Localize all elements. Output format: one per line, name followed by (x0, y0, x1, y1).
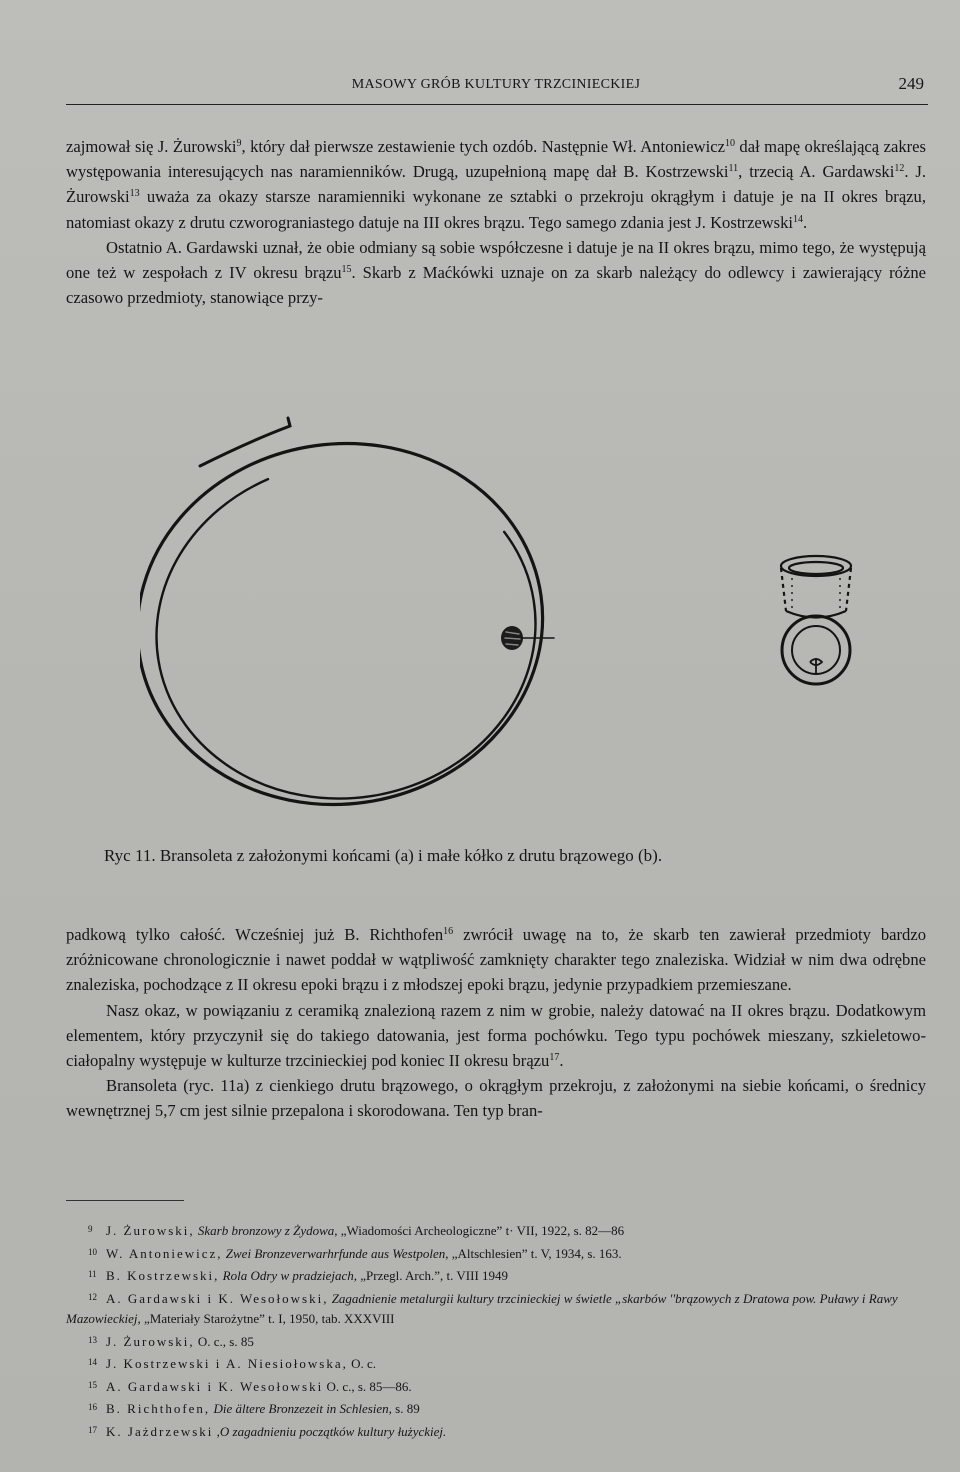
running-head-title: MASOWY GRÓB KULTURY TRZCINIECKIEJ (351, 77, 641, 92)
text-run: dał mapę określającą zakres występowania interesujących nas naramienników. Drugą, uzupełnioną mapę dał B. Kostrzewski (66, 137, 926, 182)
footnotes (66, 1219, 926, 1442)
footnote-number: 11 (88, 1269, 97, 1279)
footnote-number: 14 (88, 1357, 97, 1367)
paragraph (66, 998, 926, 1074)
paragraph (66, 922, 926, 998)
footnote-number: 17 (88, 1424, 97, 1435)
footnote-rule (66, 1200, 184, 1201)
footnote-title: Zwei Bronzeverwarhrfunde aus Westpolen, (225, 1245, 449, 1261)
footnote-title: Rola Odry w pradziejach, (222, 1268, 357, 1283)
bracelet-end (200, 418, 290, 466)
footnote-title: Zagadnienie metalurgii kultury trzcinieckiej w świetle „skarbów ''brązowych z Dratowa pow. Puławy i Rawy Mazowieckiej, (66, 1290, 898, 1326)
figure-caption: Ryc 11. Bransoleta z założonymi końcami (a) i małe kółko z drutu brązowego (b). (104, 846, 663, 865)
footnote-author: B. Richthofen, (106, 1401, 211, 1416)
footnote-source: „Wiadomości Archeologiczne” t· VII, 1922, s. 82—86 (340, 1223, 625, 1238)
footnote-author: W. Antoniewicz, (106, 1245, 223, 1261)
small-ring-drawing (781, 556, 851, 684)
text-run: . Skarb z Maćkówki uznaje on za skarb należący do odlewcy i zawierający różne czasowo przedmioty, stanowiące przy- (66, 263, 927, 308)
text-run: Nasz okaz, w powiązaniu z ceramiką znalezioną razem z nim w grobie, należy datować na II okres brązu. Dodatkowym elementem, który przyczynił się do takiego datowania, jest forma pochówku. Tego typu pochówek mieszany, szkieletowo-ciałopalny występuje w kulturze trzcinieckiej pod koniec II okresu brązu (66, 1000, 926, 1071)
footnote-author: J. Żurowski, (106, 1333, 195, 1349)
footnote-source: O. c., s. 85 (197, 1333, 254, 1349)
footnote (66, 1264, 926, 1287)
footnote (66, 1287, 926, 1330)
footnote-title: Skarb bronzowy z Żydowa, (197, 1223, 338, 1238)
text-run: Ostatnio A. Gardawski uznał, że obie odmiany są sobie współczesne i datuje je na II okres brązu, mimo tego, że występują one też w zespołach z IV okresu brązu (66, 237, 926, 283)
footnote-number: 9 (88, 1224, 93, 1234)
text-run: uważa za okazy starsze naramienniki wykonane ze sztabki o przekroju okrągłym i datuje je na II okres brązu, natomiast okazy z drutu czworograniastego datuje na III okres brązu. Tego samego zdania jest J. Kostrzewski (66, 187, 926, 232)
footnote-number: 16 (88, 1402, 97, 1412)
figure-11 (140, 406, 870, 836)
footnote-source: „Altschlesien” t. V, 1934, s. 163. (451, 1245, 622, 1261)
paragraph (66, 134, 926, 235)
footnote-author: A. Gardawski i K. Wesołowski (106, 1378, 324, 1394)
text-run: zajmował się J. Żurowski (66, 137, 237, 156)
text-run: , trzecią A. Gardawski (738, 162, 895, 182)
page-number: 249 (898, 74, 924, 93)
body-text-top (66, 134, 926, 310)
text-run: , który dał pierwsze zestawienie tych ozdób. Następnie Wł. Antoniewicz (241, 137, 725, 156)
footnote-ref: 11 (728, 163, 739, 175)
text-run: padkową tylko całość. Wcześniej już B. Richthofen (66, 925, 444, 944)
footnote-author: B. Kostrzewski, (106, 1268, 220, 1283)
bracelet-inner-ring (140, 434, 560, 825)
text-run: zwrócił uwagę na to, że skarb ten zawierał przedmioty bardzo zróżnicowane chronologicznie i nawet poddał w wątpliwość zamknięty charakter tego znaleziska. Widział w nim dwa odrębne znaleziska, pochodzące z II okresu epoki brązu i z młodszej epoki brązu, jedynie przypadkiem przemieszane. (66, 925, 927, 995)
footnote-ref: 16 (443, 926, 454, 937)
text-run: Bransoleta (ryc. 11a) z cienkiego drutu brązowego, o okrągłym przekroju, z założonymi na siebie końcami, o średnicy wewnętrznej 5,7 cm jest silnie przepalona i skorodowana. Ten typ bran- (66, 1076, 926, 1121)
footnote-ref: 9 (236, 138, 242, 149)
footnote-source: „Przegl. Arch.”, t. VIII 1949 (360, 1268, 509, 1283)
paragraph (66, 1073, 926, 1123)
footnote (66, 1420, 926, 1443)
paragraph (66, 235, 926, 311)
footnote-number: 10 (88, 1246, 97, 1257)
footnote-source: O. c. (351, 1356, 377, 1371)
footnote (66, 1219, 926, 1242)
footnote-ref: 14 (793, 213, 804, 225)
header-rule (66, 104, 928, 105)
footnote-source: s. 89 (395, 1401, 420, 1416)
bracelet-outer-ring (140, 417, 566, 830)
text-run: . (559, 1051, 564, 1071)
bracelet-drawing (140, 417, 566, 830)
footnote-ref: 17 (549, 1052, 560, 1064)
footnote (66, 1397, 926, 1420)
footnote-number: 13 (88, 1334, 97, 1345)
footnote-number: 15 (88, 1379, 97, 1390)
footnote-ref: 13 (129, 188, 140, 200)
footnote (66, 1352, 926, 1375)
footnote (66, 1375, 926, 1398)
footnote (66, 1242, 926, 1265)
text-run: . J. Żurowski (66, 162, 926, 207)
footnote-title: ,O zagadnieniu początków kultury łużyckiej. (216, 1423, 447, 1439)
footnote-source: „Materiały Starożytne” t. I, 1950, tab. XXXVIII (143, 1311, 395, 1326)
footnote-author: J. Żurowski, (106, 1223, 195, 1238)
footnote-title: Die ältere Bronzezeit in Schlesien, (213, 1401, 392, 1416)
footnote-ref: 15 (341, 264, 352, 276)
footnote-number: 12 (88, 1291, 97, 1302)
footnote-author: A. Gardawski i K. Wesołowski, (106, 1290, 329, 1306)
footnote-ref: 12 (894, 163, 905, 175)
footnote-author: J. Kostrzewski i A. Niesiołowska, (106, 1356, 348, 1371)
running-head (66, 74, 926, 98)
text-run: . (803, 212, 808, 232)
footnote (66, 1330, 926, 1353)
footnote-author: K. Jażdrzewski (106, 1423, 214, 1439)
footnote-ref: 10 (724, 138, 735, 149)
footnote-source: O. c., s. 85—86. (326, 1378, 412, 1394)
body-text-bottom (66, 922, 926, 1124)
